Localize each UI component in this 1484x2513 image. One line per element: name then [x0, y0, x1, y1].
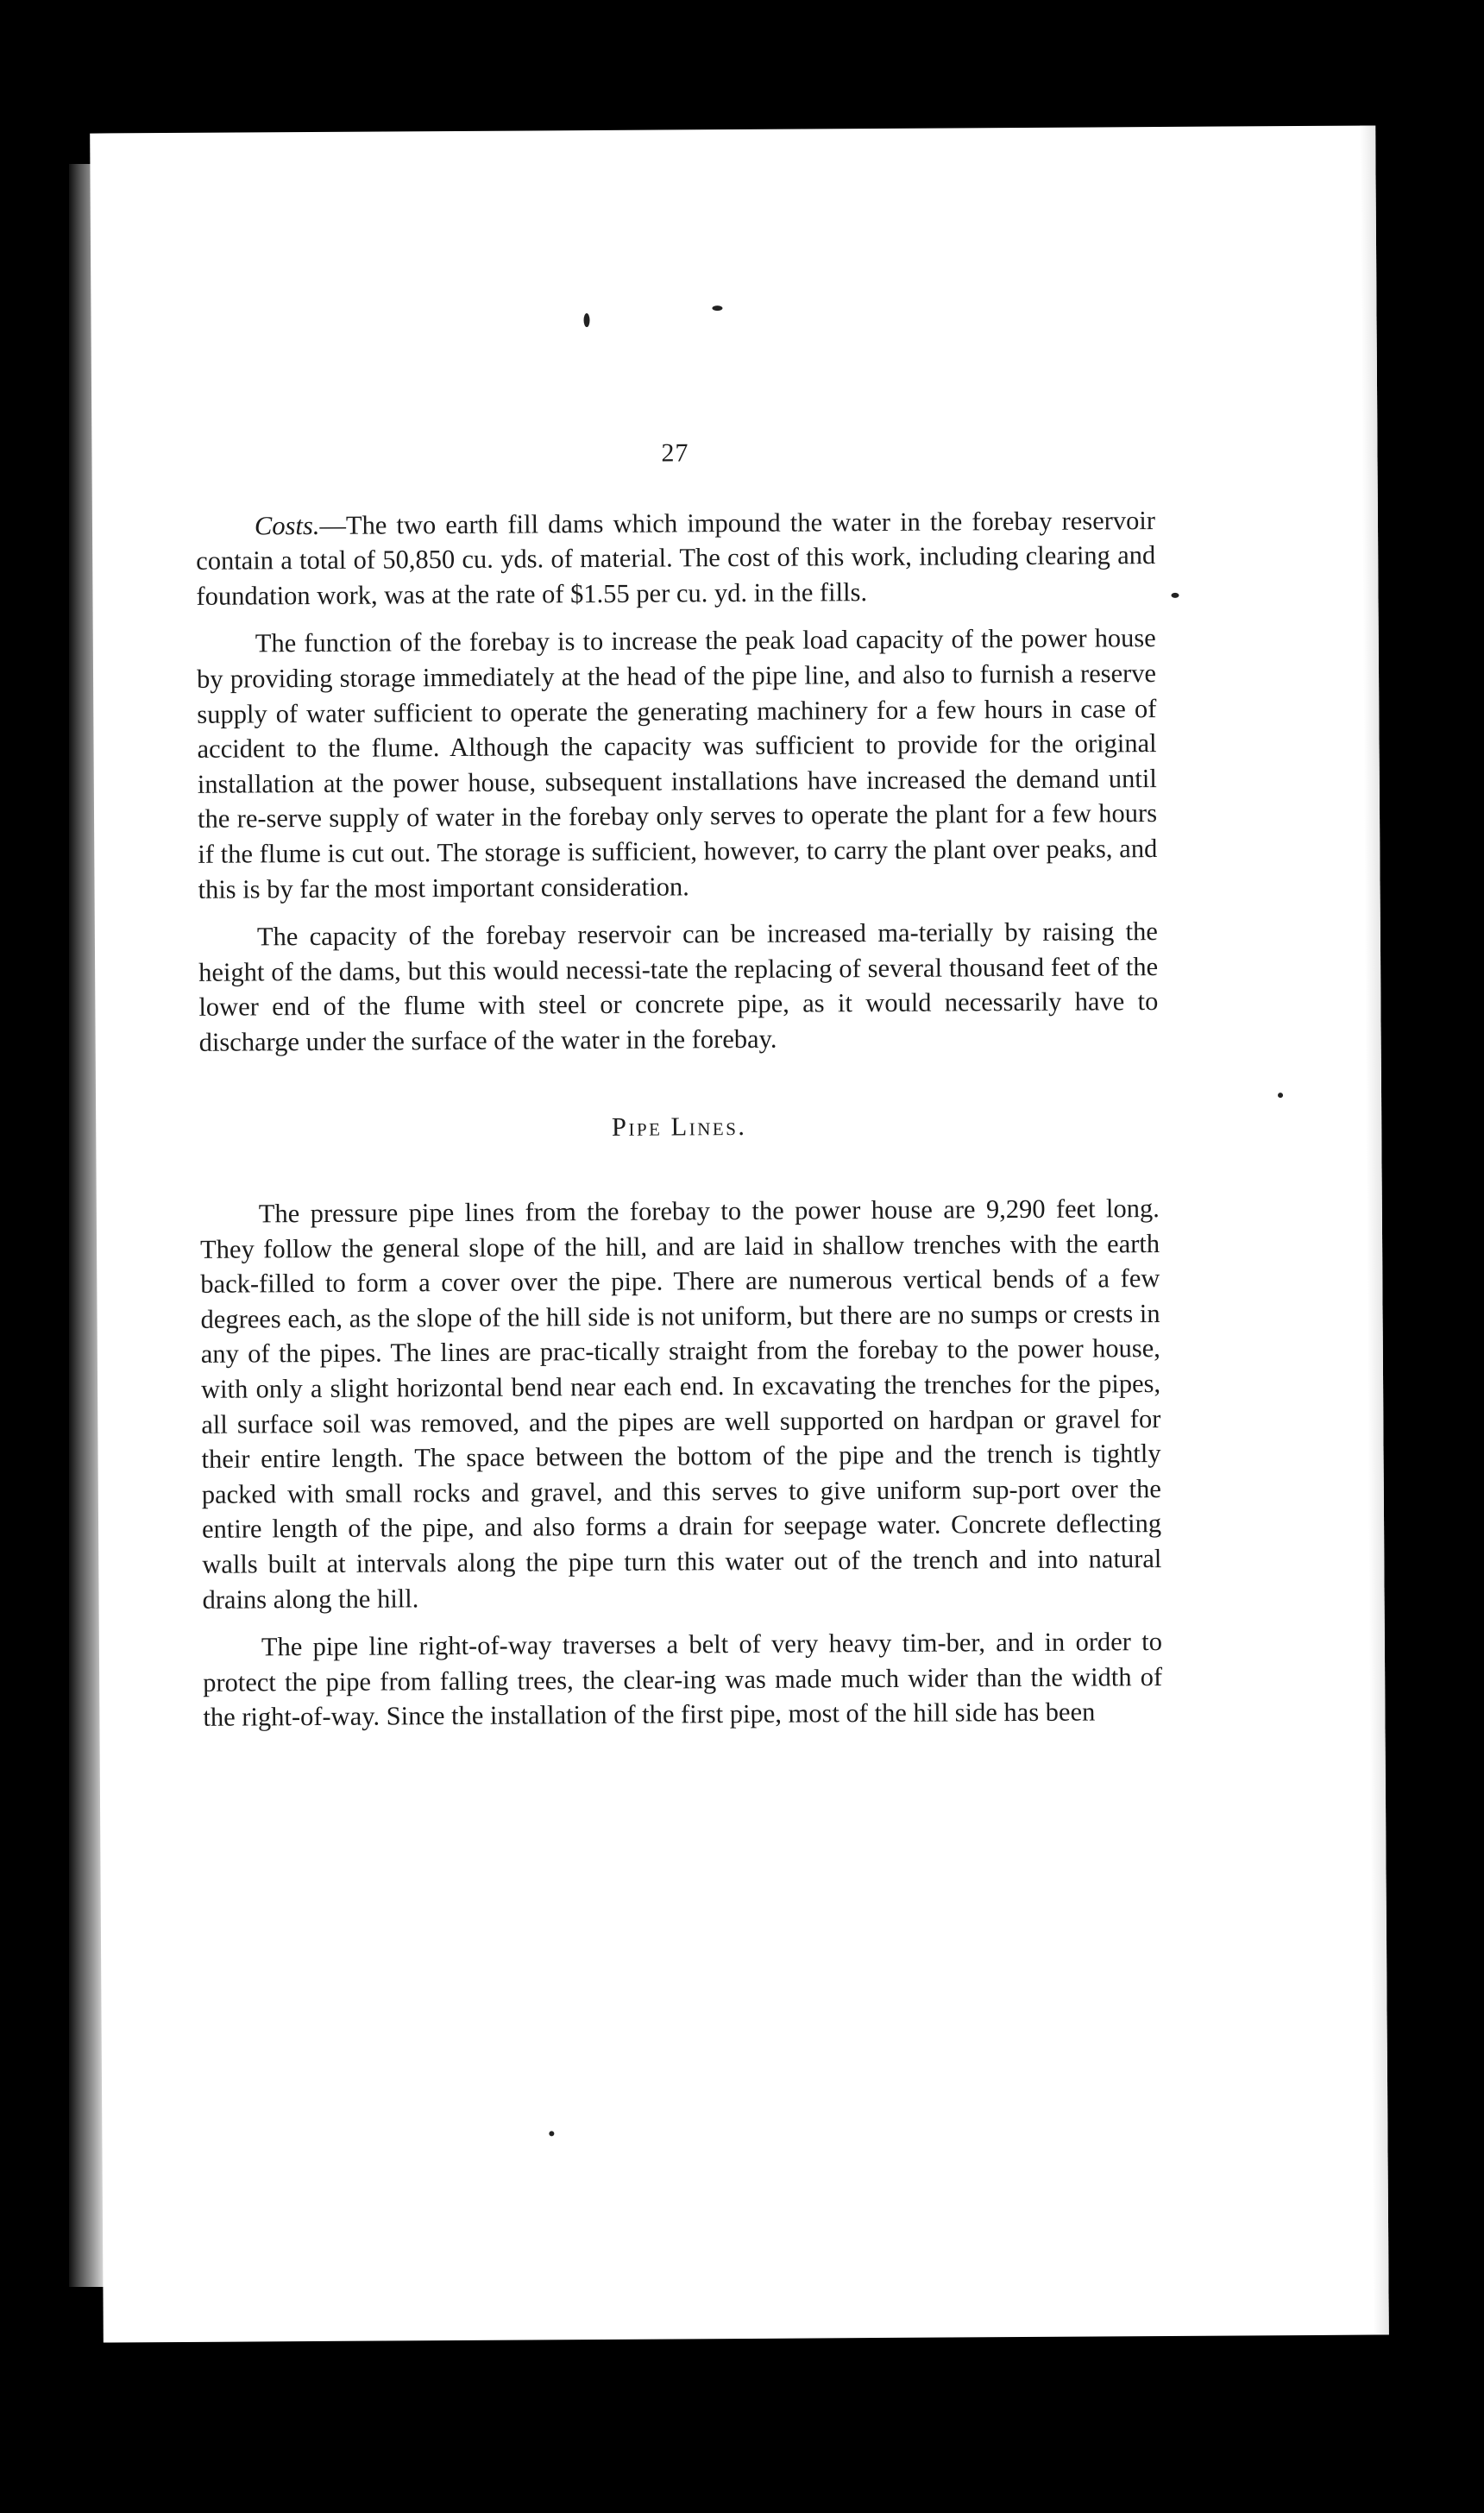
ink-speck [1171, 593, 1179, 598]
costs-paragraph [196, 503, 1156, 614]
ink-speck [583, 313, 589, 327]
right-of-way-paragraph: The pipe line right-of-way traverses a belt of very heavy tim-ber, and in order to protect the pipe from falling trees, the clear-ing was made much wider than the width of the right-of-way. Since the installation of the first pipe, most of the hill side has been [203, 1627, 1163, 1733]
ink-speck [712, 305, 722, 311]
section-heading: Pipe Lines. [611, 1111, 747, 1142]
run-in-heading: Costs. [254, 510, 320, 541]
ink-speck [1278, 1093, 1283, 1098]
pipe-lines-paragraph: The pressure pipe lines from the forebay to the power house are 9,290 feet long. They follow the general slope of the hill, and are laid in shallow trenches with the earth back-filled to form a cover over the pipe. There are numerous vertical bends of a few degrees each, as the slope of the hill side is not uniform, but there are no sumps or crests in any of the pipes. The lines are prac-tically straight from the forebay to the power house, with only a slight horizontal bend near each end. In excavating the trenches for the pipes, all surface soil was removed, and the pipes are well supported on hardpan or gravel for their entire length. The space between the bottom of the pipe and the trench is tightly packed with small rocks and gravel, and this serves to give uniform sup-port over the entire length of the pipe, and also forms a drain for seepage water. Concrete deflecting walls built at intervals along the pipe turn this water out of the trench and into natural drains along the hill. [199, 1194, 1162, 1615]
page-text [195, 433, 1162, 1748]
page-edge-shadow [1360, 125, 1389, 2334]
book-page [90, 125, 1389, 2342]
ink-speck [549, 2131, 554, 2136]
paragraph-text: —The two earth fill dams which impound the water in the forebay reservoir contain a total of 50,850 cu. yds. of material. The cost of this work, including clearing and foundation work, was at the rate of $1.55 per cu. yd. in the fills. [196, 505, 1156, 611]
forebay-capacity-paragraph: The capacity of the forebay reservoir can be increased ma-terially by raising the height of the dams, but this would necessi-tate the replacing of several thousand feet of the lower end of the flume with steel or concrete pipe, as it would necessarily have to discharge under the surface of the water in the forebay. [198, 916, 1159, 1057]
page-number: 27 [661, 438, 689, 468]
forebay-function-paragraph: The function of the forebay is to increase the peak load capacity of the power house by providing storage immediately at the head of the pipe line, and also to furnish a reserve supply of water sufficient to operate the generating machinery for a few hours in case of accident to the flume. Although the capacity was sufficient to provide for the original installation at the power house, subsequent installations have increased the demand until the re-serve supply of water in the forebay only serves to operate the plant for a few hours if the flume is cut out. The storage is sufficient, however, to carry the plant over peaks, and this is by far the most important consideration. [196, 623, 1158, 904]
